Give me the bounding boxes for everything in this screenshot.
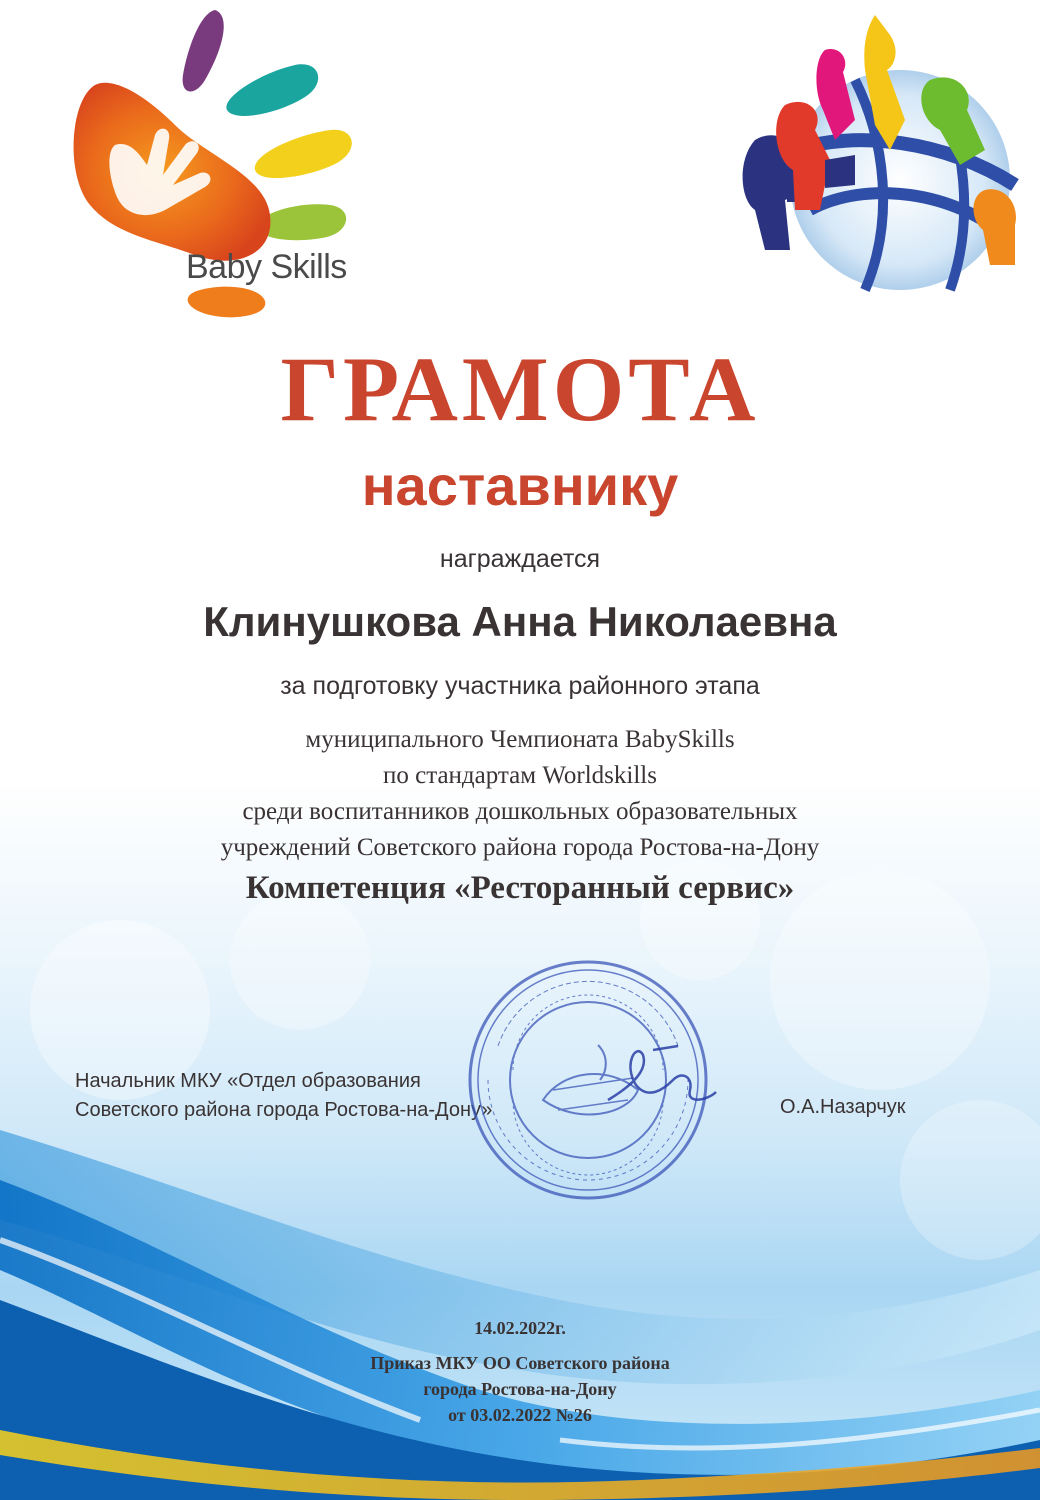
- professions-globe-logo: [715, 10, 1030, 300]
- baby-skills-logo-text: Baby Skills: [186, 248, 347, 286]
- signatory-title-line: Начальник МКУ «Отдел образования: [75, 1070, 421, 1092]
- order-reference: [0, 1350, 1040, 1428]
- issue-date: 14.02.2022г.: [474, 1318, 566, 1338]
- official-stamp: [458, 950, 718, 1210]
- award-reason: за подготовку участника районного этапа: [280, 672, 760, 700]
- awarded-label: награждается: [439, 545, 601, 573]
- order-line: города Ростова-на-Дону: [423, 1379, 617, 1399]
- certificate-subtitle: наставнику: [361, 454, 679, 517]
- order-line: Приказ МКУ ОО Советского района: [370, 1353, 670, 1373]
- recipient-name: Клинушкова Анна Николаевна: [203, 598, 837, 645]
- award-description: [0, 722, 1040, 866]
- signatory-title-line: Советского района города Ростова-на-Дону»: [75, 1099, 493, 1121]
- certificate-title: ГРАМОТА: [280, 338, 760, 440]
- order-line: от 03.02.2022 №26: [448, 1405, 592, 1425]
- description-line: по стандартам Worldskills: [383, 762, 657, 789]
- description-line: муниципального Чемпионата BabySkills: [305, 726, 735, 753]
- description-line: среди воспитанников дошкольных образовательных: [242, 798, 798, 825]
- description-line: учреждений Советского района города Ростова-на-Дону: [220, 834, 820, 861]
- competence-title: Компетенция «Ресторанный сервис»: [245, 870, 795, 906]
- signatory-name: О.А.Назарчук: [780, 1096, 906, 1118]
- signatory-title: [75, 1067, 492, 1125]
